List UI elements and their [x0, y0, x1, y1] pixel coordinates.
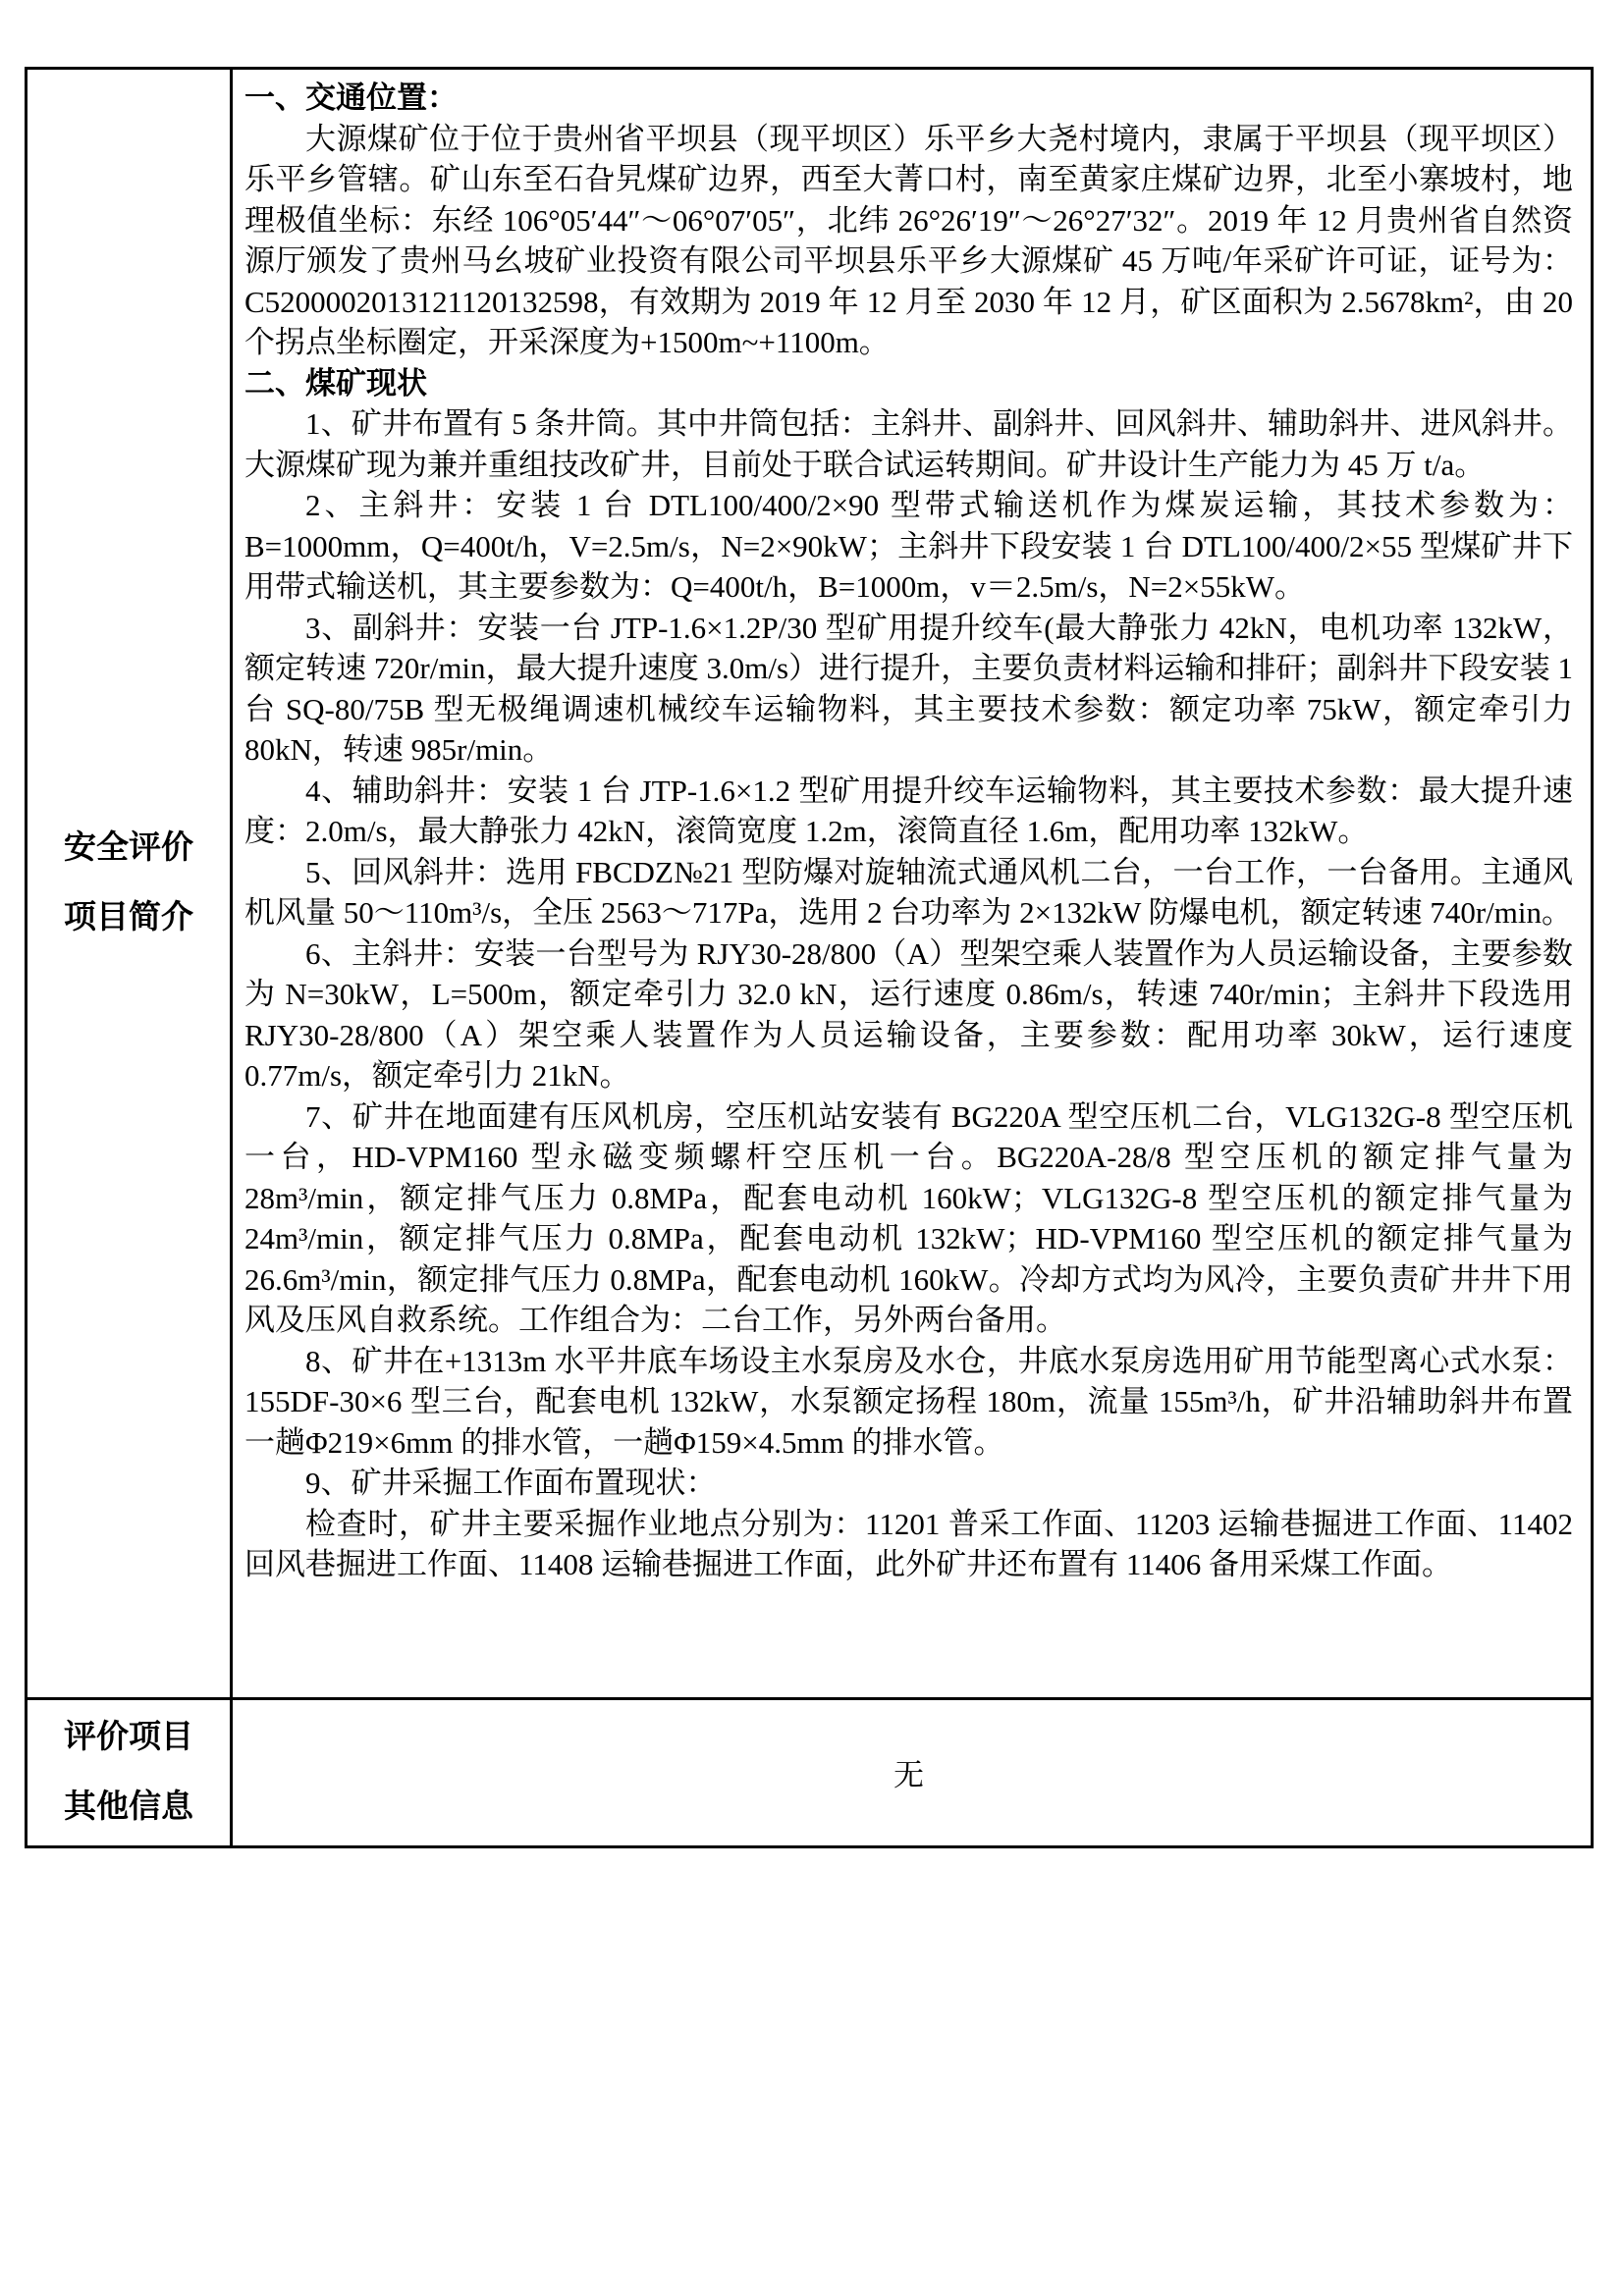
other-info-content: 无 — [232, 1699, 1593, 1847]
paragraph-item-5-return-air: 5、回风斜井：选用 FBCDZ№21 型防爆对旋轴流式通风机二台，一台工作，一台备用。主通风机风量 50～110m³/s，全压 2563～717Pa，选用 2 台功率为 2×132kW 防爆电机，额定转速 740r/min。 — [244, 854, 1573, 930]
row-label-project-intro — [27, 69, 232, 1699]
row-label-line: 安全评价 — [64, 830, 193, 867]
row-label-other-info — [27, 1699, 232, 1847]
section-heading-traffic-location: 一、交通位置： — [244, 80, 458, 115]
section-heading-mine-status: 二、煤矿现状 — [244, 365, 427, 400]
paragraph-item-3-aux-incline: 3、副斜井：安装一台 JTP-1.6×1.2P/30 型矿用提升绞车(最大静张力 42kN，电机功率 132kW，额定转速 720r/min，最大提升速度 3.0m/s）进行提升，主要负责材料运输和排矸；副斜井下段安装 1 台 SQ-80/75B 型无极绳调速机械绞车运输物料，其主要技术参数：额定功率 75kW，额定牵引力 80kN，转速 985r/min。 — [244, 610, 1573, 767]
table-row — [27, 1699, 1593, 1847]
paragraph-item-8-pumps: 8、矿井在+1313m 水平井底车场设主水泵房及水仓，井底水泵房选用矿用节能型离心式水泵：155DF-30×6 型三台，配套电机 132kW，水泵额定扬程 180m，流量 155m³/h，矿井沿辅助斜井布置一趟Φ219×6mm 的排水管，一趟Φ159×4.5mm 的排水管。 — [244, 1343, 1573, 1460]
paragraph-item-4-auxiliary-shaft: 4、辅助斜井：安装 1 台 JTP-1.6×1.2 型矿用提升绞车运输物料，其主要技术参数：最大提升速度：2.0m/s，最大静张力 42kN，滚筒宽度 1.2m，滚筒直径 1.6m，配用功率 132kW。 — [244, 773, 1573, 848]
row-label-line: 评价项目 — [64, 1720, 193, 1756]
paragraph-item-2-main-incline: 2、主斜井：安装 1 台 DTL100/400/2×90 型带式输送机作为煤炭运输，其技术参数为：B=1000mm，Q=400t/h，V=2.5m/s，N=2×90kW；主斜井下段安装 1 台 DTL100/400/2×55 型煤矿井下用带式输送机，其主要参数为：Q=400t/h，B=1000m，v＝2.5m/s，N=2×55kW。 — [244, 488, 1573, 604]
row-label-line: 项目简介 — [64, 900, 193, 935]
project-intro-content — [232, 69, 1593, 1699]
row-label-line: 其他信息 — [64, 1789, 193, 1825]
paragraph-item-9-working-faces: 9、矿井采掘工作面布置现状： — [305, 1466, 717, 1500]
table-row — [27, 69, 1593, 1699]
paragraph-item-6-man-riding: 6、主斜井：安装一台型号为 RJY30-28/800（A）型架空乘人装置作为人员运输设备，主要参数为 N=30kW，L=500m，额定牵引力 32.0 kN，运行速度 0.86m/s，转速 740r/min；主斜井下段选用 RJY30-28/800（A）架空乘人装置作为人员运输设备，主要参数：配用功率 30kW，运行速度 0.77m/s，额定牵引力 21kN。 — [244, 935, 1573, 1093]
safety-evaluation-table — [25, 67, 1594, 1848]
paragraph-working-faces-detail: 检查时，矿井主要采掘作业地点分别为：11201 普采工作面、11203 运输巷掘进工作面、11402 回风巷掘进工作面、11408 运输巷掘进工作面，此外矿井还布置有 11406 备用采煤工作面。 — [244, 1506, 1573, 1581]
paragraph-item-7-compressors: 7、矿井在地面建有压风机房，空压机站安装有 BG220A 型空压机二台，VLG132G-8 型空压机一台，HD-VPM160 型永磁变频螺杆空压机一台。BG220A-28/8 型空压机的额定排气量为 28m³/min，额定排气压力 0.8MPa，配套电动机 160kW；VLG132G-8 型空压机的额定排气量为 24m³/min，额定排气压力 0.8MPa，配套电动机 132kW；HD-VPM160 型空压机的额定排气量为 26.6m³/min，额定排气压力 0.8MPa，配套电动机 160kW。冷却方式均为风冷，主要负责矿井井下用风及压风自救系统。工作组合为：二台工作，另外两台备用。 — [244, 1098, 1573, 1337]
paragraph-item-1-shafts: 1、矿井布置有 5 条井筒。其中井筒包括：主斜井、副斜井、回风斜井、辅助斜井、进风斜井。大源煤矿现为兼并重组技改矿井，目前处于联合试运转期间。矿井设计生产能力为 45 万 t/a。 — [244, 406, 1573, 482]
paragraph-traffic-location: 大源煤矿位于位于贵州省平坝县（现平坝区）乐平乡大尧村境内，隶属于平坝县（现平坝区）乐平乡管辖。矿山东至石旮旯煤矿边界，西至大菁口村，南至黄家庄煤矿边界，北至小寨坡村，地理极值坐标：东经 106°05′44″～06°07′05″，北纬 26°26′19″～26°27′32″。2019 年 12 月贵州省自然资源厅颁发了贵州马幺坡矿业投资有限公司平坝县乐平乡大源煤矿 45 万吨/年采矿许可证，证号为：C5200002013121120132598，有效期为 2019 年 12 月至 2030 年 12 月，矿区面积为 2.5678km²，由 20 个拐点坐标圈定，开采深度为+1500m~+1100m。 — [244, 121, 1573, 359]
